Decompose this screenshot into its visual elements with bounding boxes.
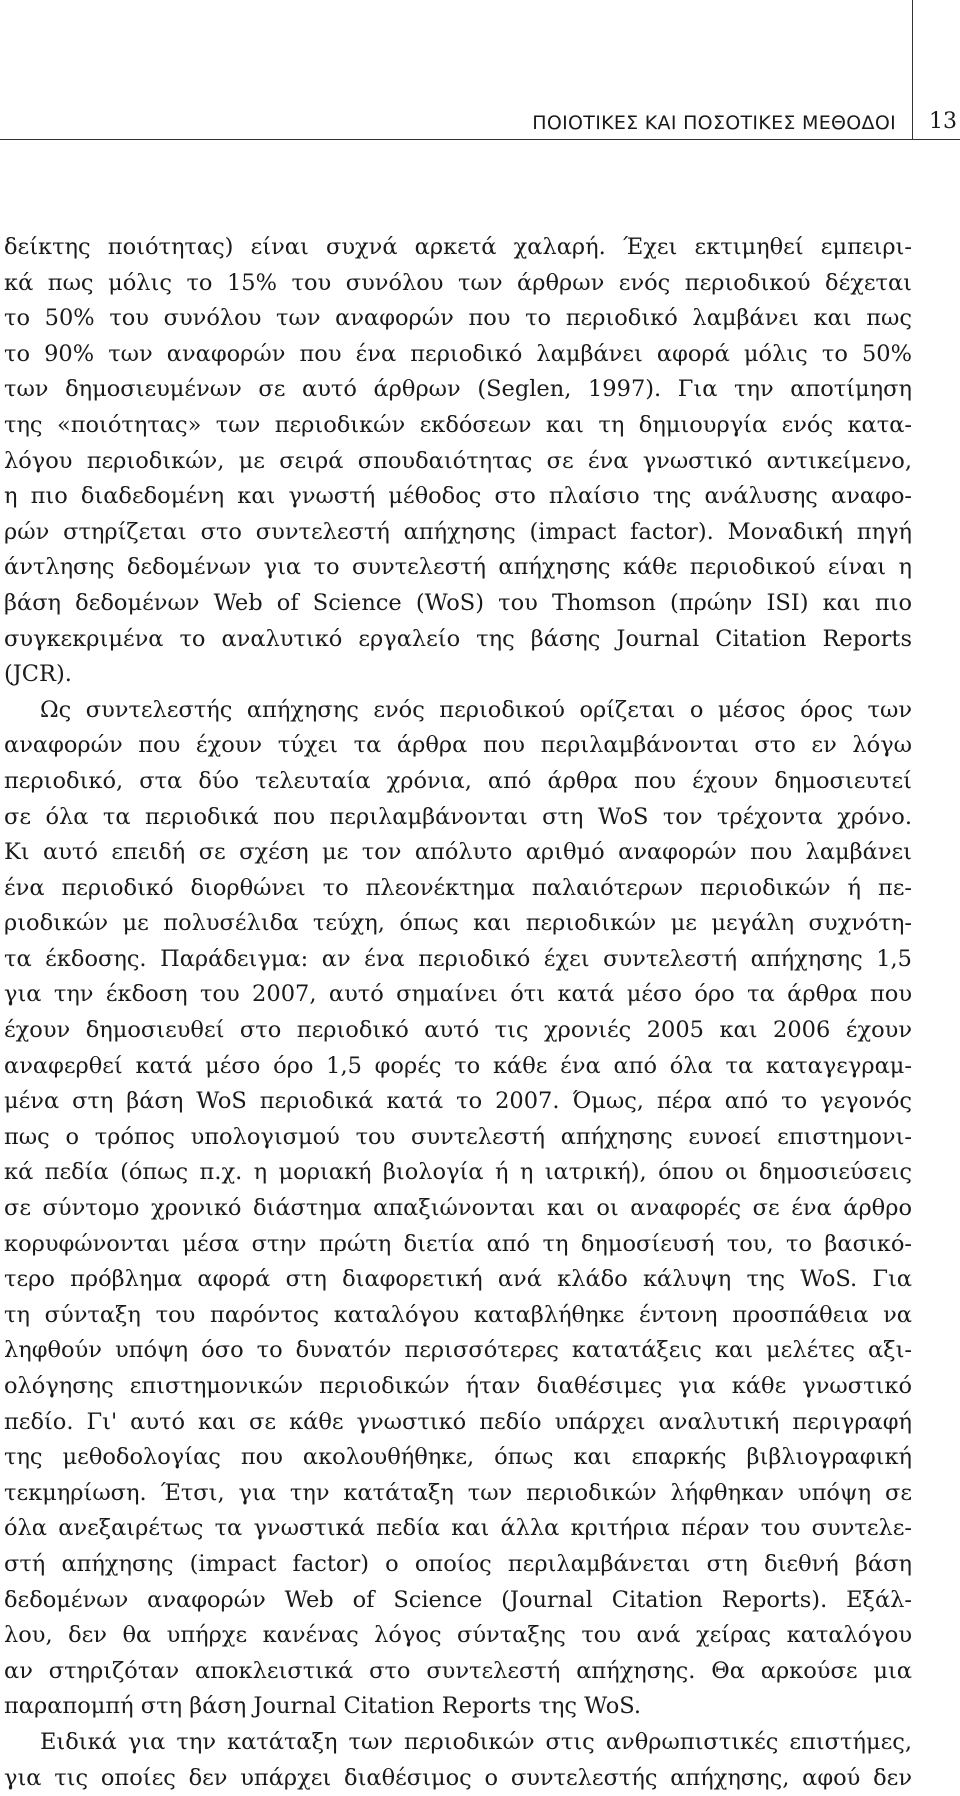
text-line: μένα στη βάση WoS περιοδικά κατά το 2007. Όμως, πέρα από το γεγονός [4,1088,912,1115]
text-line: η πιο διαδεδομένη και γνωστή μέθοδος στο πλαίσιο της ανάλυσης αναφο- [4,483,912,510]
header-vertical-rule [912,0,913,140]
text-line: των δημοσιευμένων σε αυτό άρθρων (Seglen, 1997). Για την αποτίμηση [4,376,912,403]
text-line: αναφερθεί κατά μέσο όρο 1,5 φορές το κάθε ένα από όλα τα καταγεγραμ- [4,1052,912,1079]
text-line: αναφορών που έχουν τύχει τα άρθρα που περιλαμβάνονται στο εν λόγω [4,732,912,759]
text-line: συγκεκριμένα το αναλυτικό εργαλείο της βάσης Journal Citation Reports [4,625,912,652]
page-number: 13 [929,109,957,134]
text-line: τερο πρόβλημα αφορά στη διαφορετική ανά κλάδο κάλυψη της WoS. Για [4,1266,912,1293]
text-line: πως ο τρόπος υπολογισμού του συντελεστή απήχησης ευνοεί επιστημονι- [4,1123,912,1150]
text-line: σε όλα τα περιοδικά που περιλαμβάνονται στη WoS τον τρέχοντα χρόνο. [4,803,912,830]
text-line: ριοδικών με πολυσέλιδα τεύχη, όπως και περιοδικών με μεγάλη συχνότη- [4,910,912,937]
text-line: κά πεδία (όπως π.χ. η μοριακή βιολογία ή η ιατρική), όπου οι δημοσιεύσεις [4,1159,912,1186]
text-line: παραπομπή στη βάση Journal Citation Reports της WoS. [4,1693,642,1720]
text-line: Κι αυτό επειδή σε σχέση με τον απόλυτο αριθμό αναφορών που λαμβάνει [4,839,912,866]
text-line: (JCR). [4,661,72,688]
header-horizontal-rule [0,139,960,140]
text-line: της μεθοδολογίας που ακολουθήθηκε, όπως και επαρκής βιβλιογραφική [4,1444,912,1471]
text-line: της «ποιότητας» των περιοδικών εκδόσεων και τη δημιουργία ενός κατα- [4,411,912,438]
text-line: ληφθούν υπόψη όσο το δυνατόν περισσότερες κατατάξεις και μελέτες αξι- [4,1337,912,1364]
text-line: σε σύντομο χρονικό διάστημα απαξιώνονται και οι αναφορές σε ένα άρθρο [4,1195,912,1222]
text-line: πεδίο. Γι' αυτό και σε κάθε γνωστικό πεδίο υπάρχει αναλυτική περιγραφή [4,1408,912,1435]
text-line: Ως συντελεστής απήχησης ενός περιοδικού ορίζεται ο μέσος όρος των [40,696,912,723]
paragraph [4,1725,912,1796]
text-line: κορυφώνονται μέσα στην πρώτη διετία από τη δημοσίευσή του, το βασικό- [4,1230,912,1257]
text-line: για τις οποίες δεν υπάρχει διαθέσιμος ο συντελεστής απήχησης, αφού δεν [4,1764,912,1791]
text-line: το 50% του συνόλου των αναφορών που το περιοδικό λαμβάνει και πως [4,305,912,332]
text-line: Ειδικά για την κατάταξη των περιοδικών στις ανθρωπιστικές επιστήμες, [40,1728,912,1755]
body-text [4,230,912,1796]
text-line: τη σύνταξη του παρόντος καταλόγου καταβλήθηκε έντονη προσπάθεια να [4,1301,912,1328]
text-line: όλα ανεξαιρέτως τα γνωστικά πεδία και άλλα κριτήρια πέραν του συντελε- [4,1515,912,1542]
text-line: βάση δεδομένων Web of Science (WoS) του Thomson (πρώην ISI) και πιο [4,589,912,616]
text-line: τεκμηρίωση. Έτσι, για την κατάταξη των περιοδικών λήφθηκαν υπόψη σε [4,1479,912,1506]
text-line: ρών στηρίζεται στο συντελεστή απήχησης (impact factor). Μοναδική πηγή [4,518,912,545]
text-line: το 90% των αναφορών που ένα περιοδικό λαμβάνει αφορά μόλις το 50% [4,340,912,367]
text-line: δεδομένων αναφορών Web of Science (Journal Citation Reports). Εξάλ- [4,1586,912,1613]
text-line: περιοδικό, στα δύο τελευταία χρόνια, από άρθρα που έχουν δημοσιευτεί [4,767,912,794]
text-line: κά πως μόλις το 15% του συνόλου των άρθρων ενός περιοδικού δέχεται [4,269,912,296]
text-line: έχουν δημοσιευθεί στο περιοδικό αυτό τις χρονιές 2005 και 2006 έχουν [4,1017,912,1044]
text-line: ολόγησης επιστημονικών περιοδικών ήταν διαθέσιμες για κάθε γνωστικό [4,1373,912,1399]
paragraph [4,693,912,1725]
text-line: δείκτης ποιότητας) είναι συχνά αρκετά χαλαρή. Έχει εκτιμηθεί εμπειρι- [4,234,912,260]
text-line: για την έκδοση του 2007, αυτό σημαίνει ότι κατά μέσο όρο τα άρθρα που [4,981,912,1008]
paragraph [4,230,912,693]
text-line: τα έκδοσης. Παράδειγμα: αν ένα περιοδικό έχει συντελεστή απήχησης 1,5 [4,945,912,972]
text-line: στή απήχησης (impact factor) ο οποίος περιλαμβάνεται στη διεθνή βάση [4,1550,912,1577]
running-header-title: ΠΟΙΟΤΙΚΕΣ ΚΑΙ ΠΟΣΟΤΙΚΕΣ ΜΕΘΟΔΟΙ [532,112,896,134]
text-line: άντλησης δεδομένων για το συντελεστή απήχησης κάθε περιοδικού είναι η [4,554,912,581]
text-line: ένα περιοδικό διορθώνει το πλεονέκτημα παλαιότερων περιοδικών ή πε- [4,874,912,901]
text-line: λόγου περιοδικών, με σειρά σπουδαιότητας σε ένα γνωστικό αντικείμενο, [4,447,912,474]
text-line: λου, δεν θα υπήρχε κανένας λόγος σύνταξης του ανά χείρας καταλόγου [4,1622,912,1649]
text-line: αν στηριζόταν αποκλειστικά στο συντελεστή απήχησης. Θα αρκούσε μια [4,1657,912,1684]
